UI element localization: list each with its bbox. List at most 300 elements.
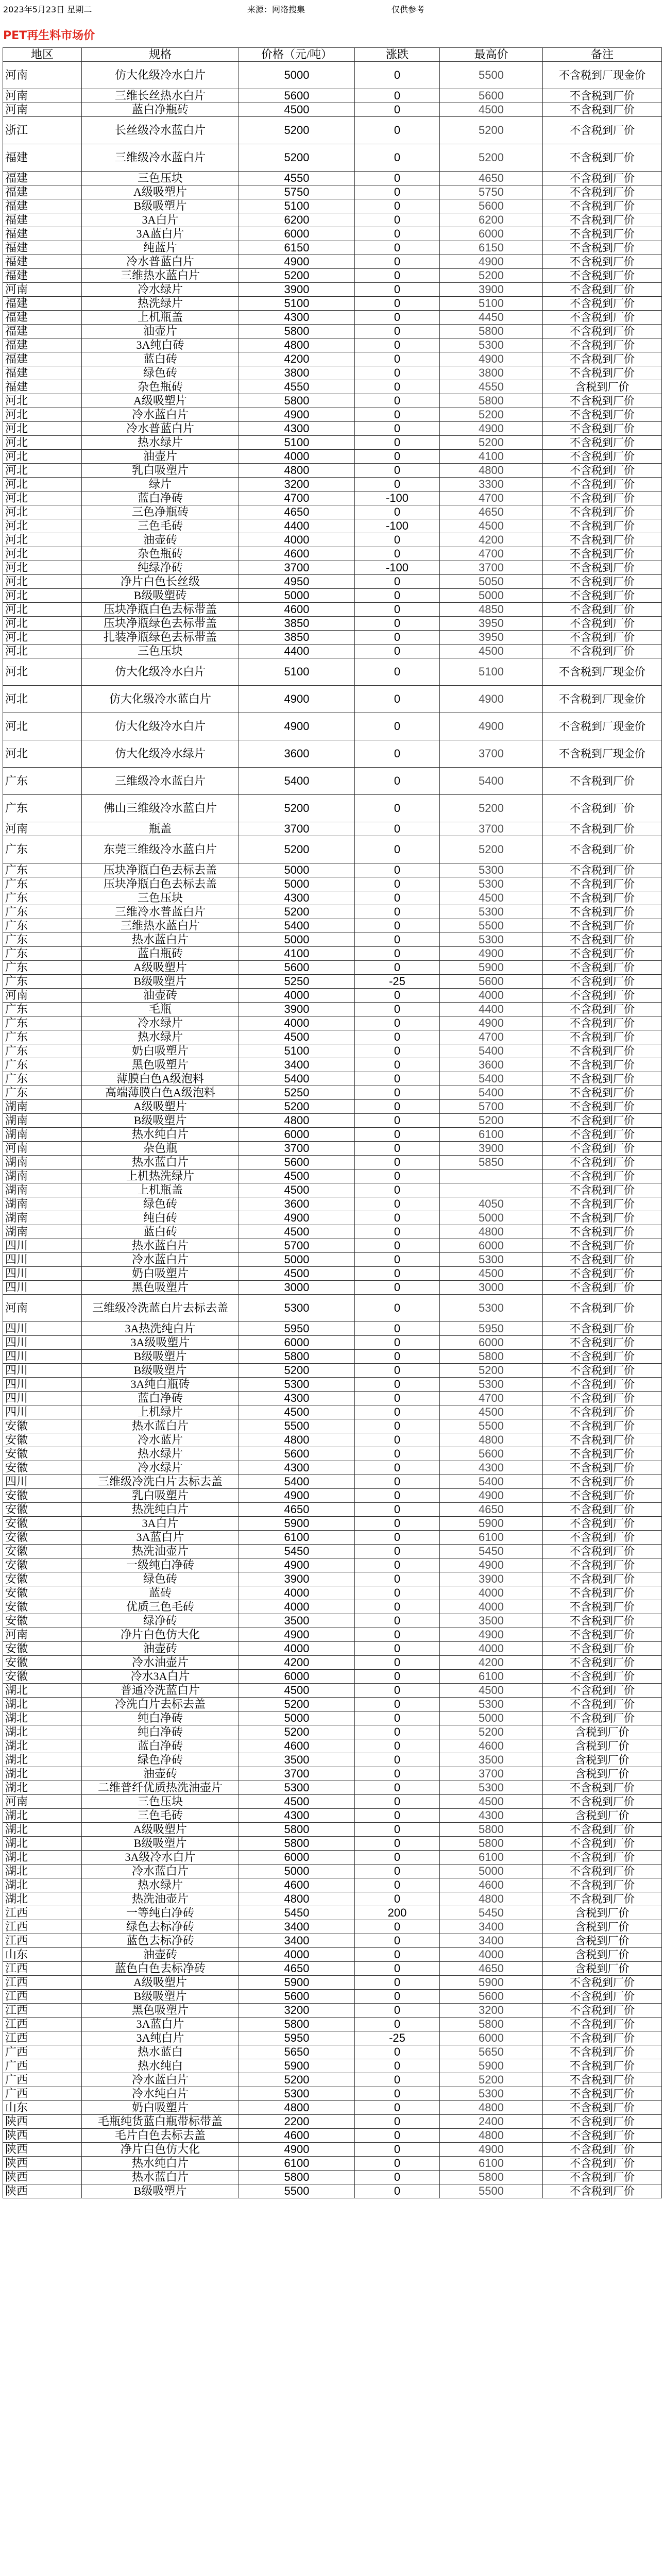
region-cell: 河北 — [3, 589, 82, 603]
change-cell: 0 — [355, 89, 440, 103]
table-row — [3, 1684, 662, 1698]
region-cell: 河南 — [3, 103, 82, 117]
spec-cell: 杂色瓶砖 — [82, 380, 239, 394]
region-cell: 河北 — [3, 740, 82, 768]
price-cell: 4500 — [239, 1183, 355, 1197]
note-cell: 不含税到厂价 — [543, 1795, 662, 1809]
change-cell: 0 — [355, 283, 440, 297]
change-cell: 0 — [355, 1419, 440, 1433]
price-cell: 5000 — [239, 933, 355, 947]
note-cell: 不含税到厂价 — [543, 1114, 662, 1128]
high-price-cell: 6000 — [440, 1239, 543, 1253]
header-bar — [0, 0, 664, 19]
table-row — [3, 283, 662, 297]
region-cell: 河南 — [3, 62, 82, 89]
high-price-cell: 5600 — [440, 1990, 543, 2004]
price-cell: 4900 — [239, 408, 355, 422]
change-cell: 0 — [355, 1433, 440, 1447]
spec-cell: A级吸塑片 — [82, 961, 239, 975]
table-row — [3, 589, 662, 603]
table-row — [3, 1433, 662, 1447]
high-price-cell: 5300 — [440, 338, 543, 352]
region-cell: 广西 — [3, 2073, 82, 2087]
table-row — [3, 1962, 662, 1976]
change-cell: 0 — [355, 144, 440, 172]
table-row — [3, 117, 662, 144]
table-row — [3, 436, 662, 450]
price-cell: 4000 — [239, 989, 355, 1003]
table-row — [3, 1976, 662, 1990]
high-price-cell: 6150 — [440, 241, 543, 255]
high-price-cell: 5900 — [440, 1976, 543, 1990]
region-cell: 江西 — [3, 1934, 82, 1948]
change-cell: 0 — [355, 658, 440, 686]
spec-cell: 热水绿片 — [82, 1878, 239, 1892]
table-row — [3, 1823, 662, 1837]
high-price-cell: 4700 — [440, 492, 543, 505]
price-cell: 5000 — [239, 62, 355, 89]
price-cell: 4000 — [239, 1586, 355, 1600]
high-price-cell: 4500 — [440, 1267, 543, 1281]
price-cell: 4300 — [239, 1392, 355, 1405]
spec-cell: 普通冷洗蓝白片 — [82, 1684, 239, 1698]
change-cell: 0 — [355, 1225, 440, 1239]
note-cell: 不含税到厂价 — [543, 617, 662, 631]
table-row — [3, 325, 662, 338]
spec-cell: 三维长丝热水白片 — [82, 89, 239, 103]
table-row — [3, 227, 662, 241]
note-cell: 不含税到厂价 — [543, 117, 662, 144]
high-price-cell: 3700 — [440, 561, 543, 575]
spec-cell: A级吸塑片 — [82, 185, 239, 199]
price-cell: 6200 — [239, 213, 355, 227]
change-cell: 0 — [355, 297, 440, 311]
change-cell: 0 — [355, 1837, 440, 1851]
spec-cell: 3A白片 — [82, 213, 239, 227]
table-row — [3, 1892, 662, 1906]
change-cell: 0 — [355, 2073, 440, 2087]
note-cell: 不含税到厂价 — [543, 325, 662, 338]
table-row — [3, 1837, 662, 1851]
region-cell: 湖南 — [3, 1170, 82, 1183]
change-cell: 0 — [355, 768, 440, 795]
change-cell: 0 — [355, 422, 440, 436]
high-price-cell: 5800 — [440, 2018, 543, 2031]
region-cell: 河南 — [3, 1628, 82, 1642]
region-cell: 河北 — [3, 436, 82, 450]
note-cell: 含税到厂价 — [543, 1767, 662, 1781]
spec-cell: 油壶片 — [82, 450, 239, 464]
price-cell: 4600 — [239, 1739, 355, 1753]
price-cell: 4900 — [239, 1211, 355, 1225]
change-cell: 0 — [355, 1295, 440, 1322]
spec-cell: 黑色吸塑片 — [82, 1058, 239, 1072]
region-cell: 湖北 — [3, 1892, 82, 1906]
price-cell: 3600 — [239, 1197, 355, 1211]
note-cell: 不含税到厂价 — [543, 492, 662, 505]
table-row — [3, 241, 662, 255]
note-cell: 不含税到厂价 — [543, 1642, 662, 1656]
change-cell: 0 — [355, 1684, 440, 1698]
note-cell: 含税到厂价 — [543, 1906, 662, 1920]
change-cell: 0 — [355, 1711, 440, 1725]
high-price-cell: 3700 — [440, 822, 543, 836]
spec-cell: A级吸塑片 — [82, 1823, 239, 1837]
price-cell: 4200 — [239, 1656, 355, 1670]
region-cell: 广东 — [3, 877, 82, 891]
region-cell: 江西 — [3, 1962, 82, 1976]
table-row — [3, 1906, 662, 1920]
price-cell: 5200 — [239, 2073, 355, 2087]
change-cell: 0 — [355, 1670, 440, 1684]
region-cell: 湖北 — [3, 1753, 82, 1767]
price-cell: 5250 — [239, 975, 355, 989]
spec-cell: 上机瓶盖 — [82, 311, 239, 325]
high-price-cell: 4900 — [440, 2143, 543, 2157]
price-cell: 4500 — [239, 1684, 355, 1698]
region-cell: 广东 — [3, 863, 82, 877]
change-cell: 0 — [355, 1614, 440, 1628]
price-cell: 3500 — [239, 1614, 355, 1628]
high-price-cell: 4200 — [440, 1656, 543, 1670]
spec-cell: 冷水绿片 — [82, 1016, 239, 1030]
note-cell: 含税到厂价 — [543, 1809, 662, 1823]
region-cell: 广东 — [3, 1058, 82, 1072]
high-price-cell: 6000 — [440, 227, 543, 241]
region-cell: 四川 — [3, 1405, 82, 1419]
table-row — [3, 1711, 662, 1725]
change-cell: 0 — [355, 533, 440, 547]
high-price-cell: 3900 — [440, 1142, 543, 1156]
high-price-cell: 5700 — [440, 1100, 543, 1114]
note-cell: 不含税到厂价 — [543, 836, 662, 863]
spec-cell: 3A纯白砖 — [82, 338, 239, 352]
spec-cell: 3A热洗纯白片 — [82, 1322, 239, 1336]
note-cell: 不含税到厂现金价 — [543, 713, 662, 740]
price-cell: 6000 — [239, 1336, 355, 1350]
high-price-cell: 4500 — [440, 1795, 543, 1809]
high-price-cell: 3600 — [440, 1058, 543, 1072]
note-cell: 不含税到厂价 — [543, 1295, 662, 1322]
table-row — [3, 450, 662, 464]
change-cell: 0 — [355, 1170, 440, 1183]
region-cell: 广东 — [3, 1030, 82, 1044]
note-cell: 不含税到厂价 — [543, 519, 662, 533]
high-price-cell: 5000 — [440, 1711, 543, 1725]
high-price-cell: 4500 — [440, 519, 543, 533]
table-row — [3, 2115, 662, 2129]
table-row — [3, 380, 662, 394]
note-cell: 不含税到厂价 — [543, 1698, 662, 1711]
high-price-cell: 5600 — [440, 199, 543, 213]
region-cell: 广东 — [3, 905, 82, 919]
note-cell: 不含税到厂价 — [543, 1170, 662, 1183]
change-cell: 0 — [355, 1475, 440, 1489]
spec-cell: 蓝白砖 — [82, 352, 239, 366]
price-cell: 4400 — [239, 519, 355, 533]
high-price-cell: 5200 — [440, 1725, 543, 1739]
table-row — [3, 1267, 662, 1281]
note-cell: 不含税到厂价 — [543, 213, 662, 227]
region-cell: 陕西 — [3, 2184, 82, 2198]
region-cell: 安徽 — [3, 1433, 82, 1447]
region-cell: 广东 — [3, 933, 82, 947]
spec-cell: 净片白色仿大化 — [82, 1628, 239, 1642]
table-row — [3, 1795, 662, 1809]
price-cell: 3600 — [239, 740, 355, 768]
note-cell: 不含税到厂价 — [543, 975, 662, 989]
spec-cell: 三色压块 — [82, 1795, 239, 1809]
note-cell: 不含税到厂价 — [543, 436, 662, 450]
table-row — [3, 1114, 662, 1128]
spec-cell: 热洗绿片 — [82, 297, 239, 311]
region-cell: 福建 — [3, 338, 82, 352]
change-cell: 0 — [355, 1114, 440, 1128]
table-row — [3, 89, 662, 103]
table-row — [3, 2143, 662, 2157]
region-cell: 湖北 — [3, 1711, 82, 1725]
high-price-cell: 4000 — [440, 1600, 543, 1614]
spec-cell: 三色压块 — [82, 172, 239, 185]
region-cell: 河北 — [3, 394, 82, 408]
price-cell: 4000 — [239, 1016, 355, 1030]
high-price-cell: 4900 — [440, 713, 543, 740]
spec-cell: 冷水蓝白片 — [82, 408, 239, 422]
high-price-cell: 4500 — [440, 891, 543, 905]
note-cell: 不含税到厂价 — [543, 863, 662, 877]
note-cell: 不含税到厂价 — [543, 877, 662, 891]
high-price-cell: 3000 — [440, 1281, 543, 1295]
change-cell: 0 — [355, 1197, 440, 1211]
change-cell: 0 — [355, 1698, 440, 1711]
high-price-cell: 4900 — [440, 422, 543, 436]
region-cell: 广东 — [3, 1072, 82, 1086]
change-cell: 0 — [355, 325, 440, 338]
region-cell: 河北 — [3, 533, 82, 547]
price-cell: 5000 — [239, 877, 355, 891]
price-cell: 5200 — [239, 1364, 355, 1378]
price-cell: 4650 — [239, 505, 355, 519]
price-cell: 4650 — [239, 1962, 355, 1976]
spec-cell: B级吸塑片 — [82, 1114, 239, 1128]
table-row — [3, 1475, 662, 1489]
high-price-cell: 4800 — [440, 2129, 543, 2143]
column-header-change: 涨跌 — [355, 48, 440, 62]
price-cell: 5200 — [239, 144, 355, 172]
price-cell: 3900 — [239, 283, 355, 297]
price-cell: 6000 — [239, 1851, 355, 1865]
spec-cell: 上机热洗绿片 — [82, 1170, 239, 1183]
table-row — [3, 795, 662, 822]
note-cell: 不含税到厂价 — [543, 1531, 662, 1545]
table-row — [3, 603, 662, 617]
region-cell: 湖北 — [3, 1767, 82, 1781]
price-cell: 3900 — [239, 1572, 355, 1586]
table-row — [3, 1364, 662, 1378]
note-cell: 不含税到厂价 — [543, 2004, 662, 2018]
change-cell: 0 — [355, 1823, 440, 1837]
region-cell: 河北 — [3, 547, 82, 561]
note-cell: 不含税到厂价 — [543, 2157, 662, 2171]
table-row — [3, 1934, 662, 1948]
change-cell: 0 — [355, 117, 440, 144]
region-cell: 河北 — [3, 450, 82, 464]
change-cell: 0 — [355, 1281, 440, 1295]
price-cell: 5400 — [239, 1072, 355, 1086]
spec-cell: 油壶砖 — [82, 1642, 239, 1656]
high-price-cell: 5100 — [440, 297, 543, 311]
change-cell: 0 — [355, 1489, 440, 1503]
high-price-cell: 5300 — [440, 1295, 543, 1322]
note-cell: 不含税到厂价 — [543, 1281, 662, 1295]
price-cell: 5950 — [239, 2031, 355, 2045]
note-cell: 不含税到厂价 — [543, 1322, 662, 1336]
price-cell: 3400 — [239, 1920, 355, 1934]
note-cell: 不含税到厂价 — [543, 394, 662, 408]
note-cell: 不含税到厂价 — [543, 2129, 662, 2143]
region-cell: 山东 — [3, 2101, 82, 2115]
note-cell: 不含税到厂价 — [543, 1156, 662, 1170]
region-cell: 福建 — [3, 325, 82, 338]
price-cell: 4900 — [239, 255, 355, 269]
spec-cell: 纯白净砖 — [82, 1725, 239, 1739]
note-cell: 不含税到厂价 — [543, 1392, 662, 1405]
price-cell: 6150 — [239, 241, 355, 255]
region-cell: 福建 — [3, 380, 82, 394]
change-cell: -100 — [355, 561, 440, 575]
spec-cell: 热水蓝白片 — [82, 933, 239, 947]
high-price-cell: 4300 — [440, 1809, 543, 1823]
spec-cell: B级吸塑片 — [82, 199, 239, 213]
price-cell: 5250 — [239, 1086, 355, 1100]
price-cell: 5600 — [239, 1990, 355, 2004]
change-cell: 0 — [355, 822, 440, 836]
region-cell: 河南 — [3, 283, 82, 297]
table-row — [3, 1767, 662, 1781]
note-cell: 不含税到厂价 — [543, 2143, 662, 2157]
note-cell: 不含税到厂价 — [543, 822, 662, 836]
high-price-cell: 4300 — [440, 1461, 543, 1475]
note-cell: 不含税到厂价 — [543, 1447, 662, 1461]
note-cell: 含税到厂价 — [543, 1920, 662, 1934]
table-row — [3, 2157, 662, 2171]
table-row — [3, 2129, 662, 2143]
high-price-cell: 5000 — [440, 1211, 543, 1225]
table-row — [3, 1725, 662, 1739]
spec-cell: 东莞三维级冷水蓝白片 — [82, 836, 239, 863]
change-cell: 0 — [355, 1934, 440, 1948]
region-cell: 广东 — [3, 975, 82, 989]
change-cell: 0 — [355, 1767, 440, 1781]
spec-cell: 三色毛砖 — [82, 519, 239, 533]
table-row — [3, 172, 662, 185]
spec-cell: 佛山三维级冷水蓝白片 — [82, 795, 239, 822]
note-cell: 不含税到厂价 — [543, 450, 662, 464]
high-price-cell: 5500 — [440, 1419, 543, 1433]
spec-cell: 油壶砖 — [82, 1948, 239, 1962]
price-cell: 5000 — [239, 1711, 355, 1725]
spec-cell: 乳白吸塑片 — [82, 1489, 239, 1503]
region-cell: 广东 — [3, 961, 82, 975]
region-cell: 陕西 — [3, 2129, 82, 2143]
region-cell: 江西 — [3, 1906, 82, 1920]
region-cell: 四川 — [3, 1267, 82, 1281]
note-cell: 含税到厂价 — [543, 380, 662, 394]
spec-cell: 仿大化级冷水白片 — [82, 713, 239, 740]
change-cell: 0 — [355, 103, 440, 117]
price-cell: 3200 — [239, 478, 355, 492]
region-cell: 四川 — [3, 1239, 82, 1253]
spec-cell: 冷水3A白片 — [82, 1670, 239, 1684]
change-cell: 0 — [355, 1517, 440, 1531]
spec-cell: 黑色吸塑片 — [82, 1281, 239, 1295]
change-cell: 0 — [355, 795, 440, 822]
spec-cell: 压块净瓶白色去标去盖 — [82, 863, 239, 877]
region-cell: 河北 — [3, 575, 82, 589]
high-price-cell: 3400 — [440, 1934, 543, 1948]
note-cell: 不含税到厂价 — [543, 1781, 662, 1795]
change-cell: 0 — [355, 241, 440, 255]
spec-cell: 冷洗白片去标去盖 — [82, 1698, 239, 1711]
price-cell: 5200 — [239, 905, 355, 919]
change-cell: 0 — [355, 1656, 440, 1670]
price-cell: 5800 — [239, 2171, 355, 2184]
table-row — [3, 2101, 662, 2115]
spec-cell: 瓶盖 — [82, 822, 239, 836]
spec-cell: 3A蓝白片 — [82, 227, 239, 241]
price-cell: 3000 — [239, 1281, 355, 1295]
change-cell: 0 — [355, 1156, 440, 1170]
note-cell: 不含税到厂价 — [543, 2045, 662, 2059]
change-cell: 0 — [355, 2087, 440, 2101]
table-row — [3, 919, 662, 933]
change-cell: 0 — [355, 589, 440, 603]
high-price-cell: 4650 — [440, 1962, 543, 1976]
high-price-cell: 5300 — [440, 1253, 543, 1267]
table-row — [3, 863, 662, 877]
change-cell: 0 — [355, 1962, 440, 1976]
change-cell: 0 — [355, 1531, 440, 1545]
region-cell: 福建 — [3, 227, 82, 241]
region-cell: 河北 — [3, 561, 82, 575]
high-price-cell: 5050 — [440, 575, 543, 589]
price-cell: 5000 — [239, 1253, 355, 1267]
price-cell: 4600 — [239, 2129, 355, 2143]
high-price-cell: 6200 — [440, 213, 543, 227]
table-row — [3, 686, 662, 713]
table-row — [3, 1086, 662, 1100]
spec-cell: 奶白吸塑片 — [82, 1267, 239, 1281]
price-cell: 4800 — [239, 464, 355, 478]
change-cell: 0 — [355, 836, 440, 863]
change-cell: 0 — [355, 62, 440, 89]
note-cell: 不含税到厂价 — [543, 464, 662, 478]
spec-cell: 杂色瓶 — [82, 1142, 239, 1156]
price-cell: 4800 — [239, 1892, 355, 1906]
table-row — [3, 1239, 662, 1253]
price-cell: 5200 — [239, 117, 355, 144]
high-price-cell: 4900 — [440, 1558, 543, 1572]
note-cell: 不含税到厂价 — [543, 919, 662, 933]
change-cell: 0 — [355, 1322, 440, 1336]
region-cell: 广东 — [3, 891, 82, 905]
spec-cell: 三维热水蓝白片 — [82, 269, 239, 283]
price-cell: 6100 — [239, 2157, 355, 2171]
spec-cell: B级吸塑片 — [82, 1364, 239, 1378]
region-cell: 湖南 — [3, 1197, 82, 1211]
note-cell: 不含税到厂价 — [543, 172, 662, 185]
region-cell: 湖北 — [3, 1809, 82, 1823]
